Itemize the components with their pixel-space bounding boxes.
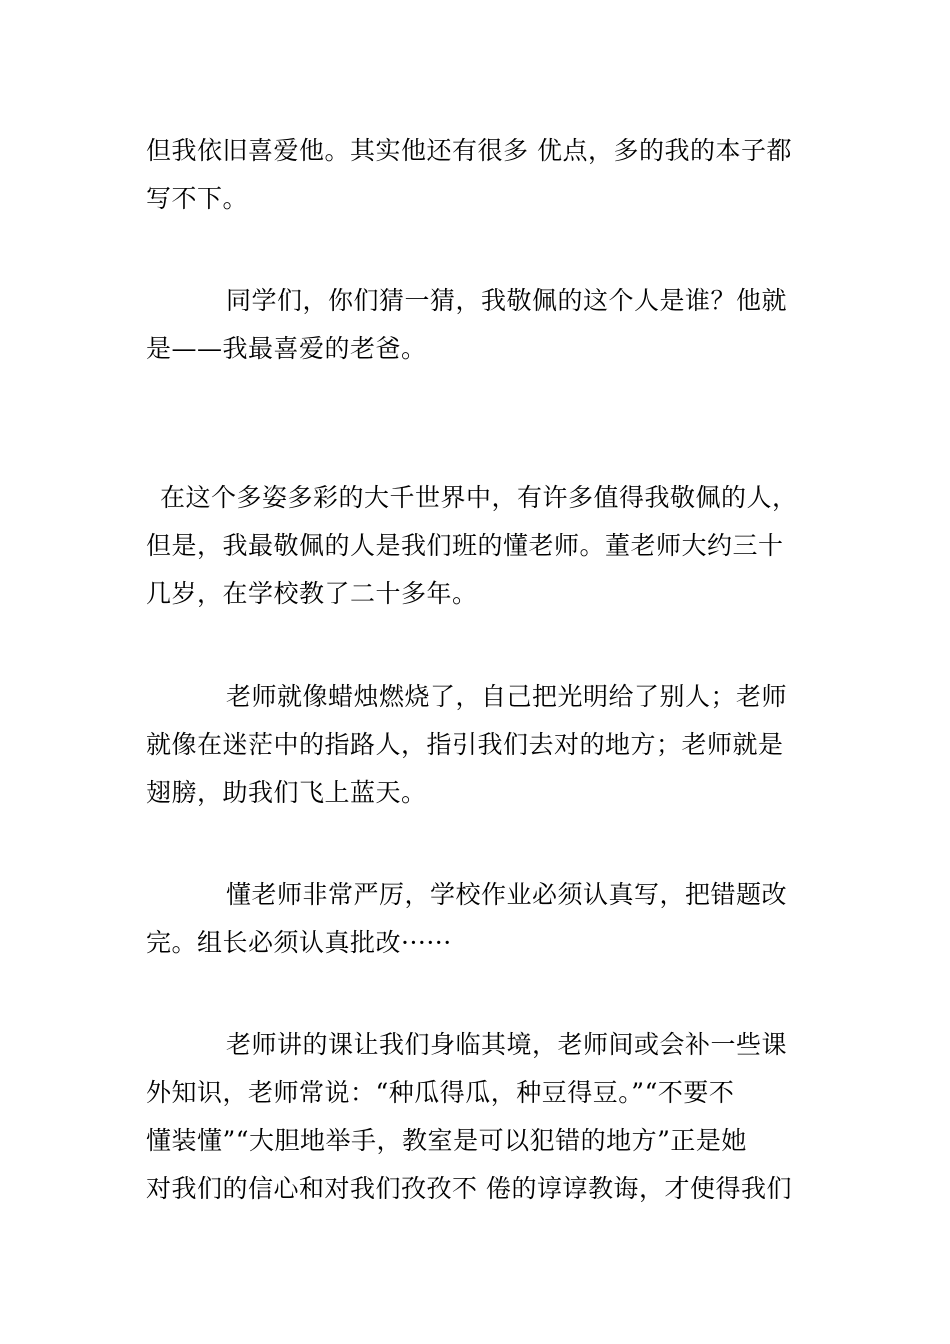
- paragraph-3: [146, 474, 808, 618]
- text-line: 懂装懂”“大胆地举手，教室是可以犯错的地方”正是她: [146, 1126, 747, 1155]
- text-line: 翅膀，助我们飞上蓝天。: [146, 778, 427, 807]
- text-line: 老师就像蜡烛燃烧了，自己把光明给了别人；老师: [226, 682, 788, 711]
- text-line: 几岁，在学校教了二十多年。: [146, 579, 478, 608]
- paragraph-2: [146, 277, 808, 373]
- paragraph-5: [146, 871, 808, 967]
- text-line: 但是，我最敬佩的人是我们班的懂老师。董老师大约三十: [146, 531, 784, 560]
- text-line: 同学们，你们猜一猜，我敬佩的这个人是谁？他就: [226, 286, 788, 315]
- text-line: 懂老师非常严厉，学校作业必须认真写，把错题改: [226, 880, 788, 909]
- text-line: 外知识，老师常说：“种瓜得瓜，种豆得豆。”“不要不: [146, 1078, 735, 1107]
- text-line: 是——我最喜爱的老爸。: [146, 334, 427, 363]
- text-line: 老师讲的课让我们身临其境，老师间或会补一些课: [226, 1030, 788, 1059]
- text-line: 但我依旧喜爱他。其实他还有很多 优点，多的我的本子都: [146, 136, 792, 165]
- text-line: 对我们的信心和对我们孜孜不 倦的谆谆教诲，才使得我们: [146, 1174, 792, 1203]
- text-line: 就像在迷茫中的指路人，指引我们去对的地方；老师就是: [146, 730, 784, 759]
- text-line: 在这个多姿多彩的大千世界中，有许多值得我敬佩的人，: [160, 483, 798, 512]
- paragraph-4: [146, 673, 808, 817]
- text-line: 写不下。: [146, 184, 249, 213]
- paragraph-6: [146, 1021, 808, 1213]
- text-line: 完。组长必须认真批改······: [146, 928, 452, 957]
- paragraph-1: [146, 127, 808, 223]
